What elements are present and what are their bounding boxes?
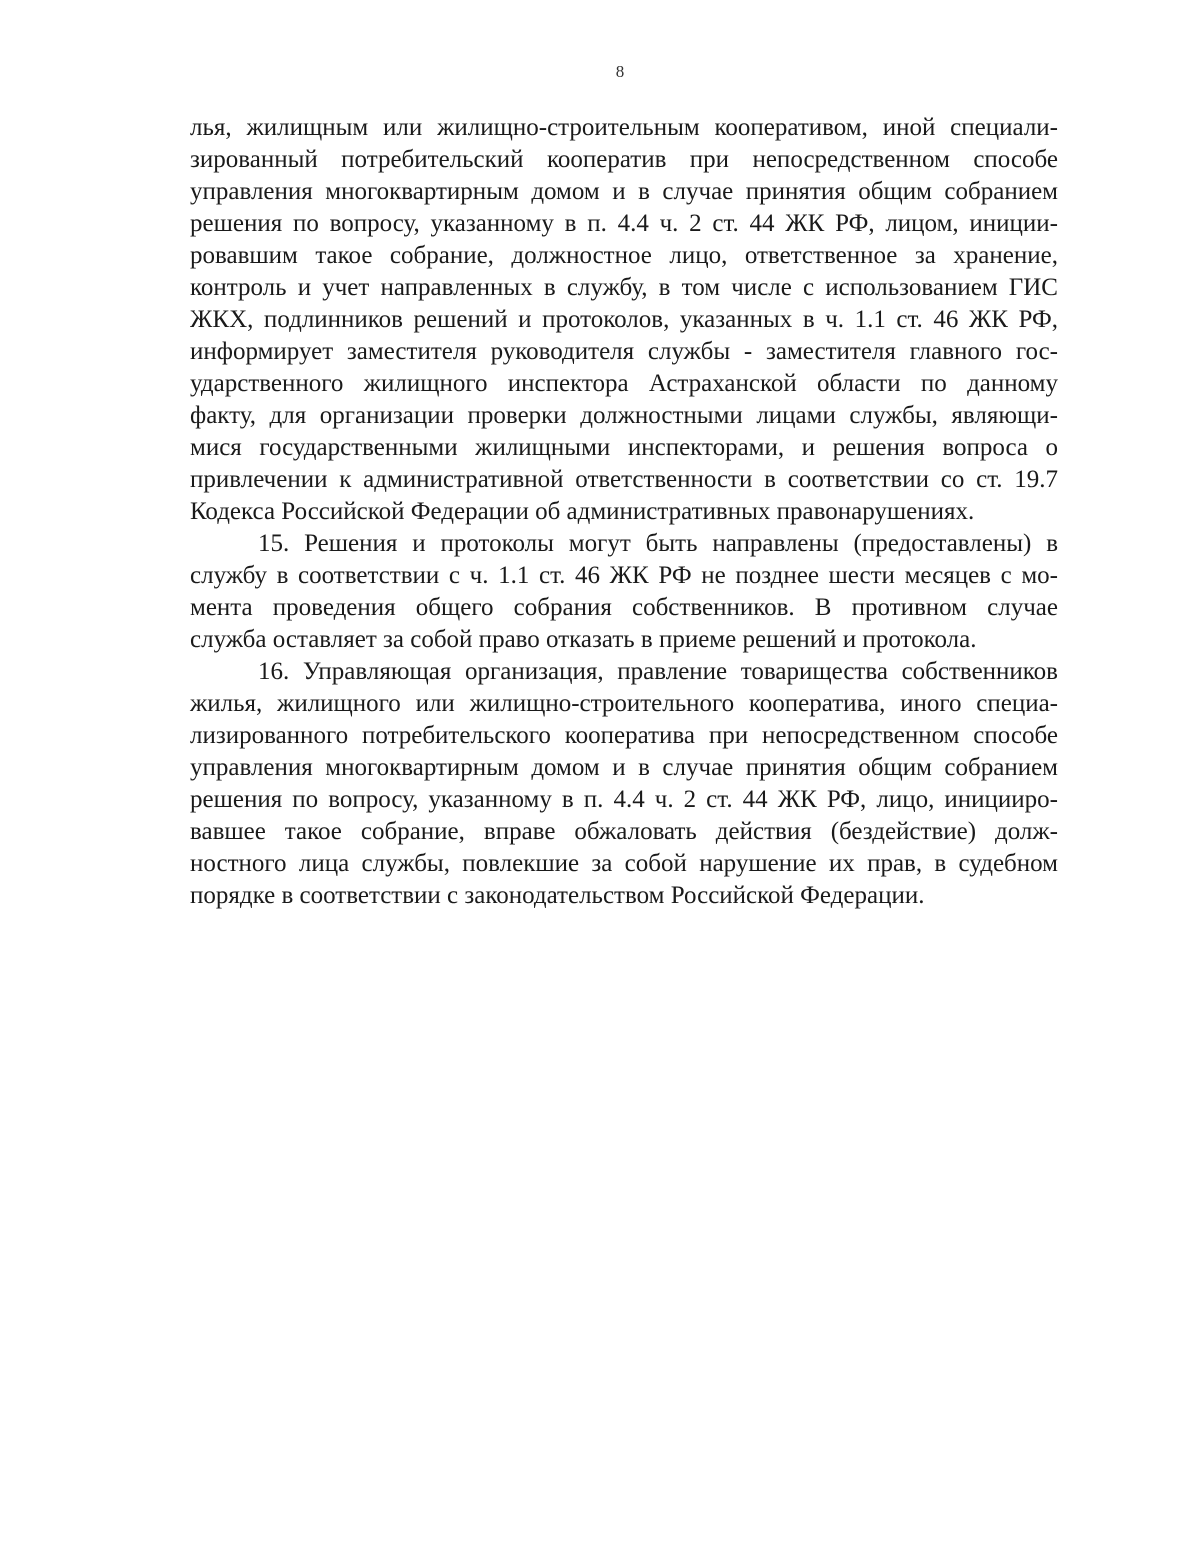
paragraph-continuation xyxy=(190,112,1058,528)
text-line: 16. Управляющая организация, правление товарищества собственников xyxy=(258,658,1058,685)
text-line: жилья, жилищного или жилищно-строительного кооператива, иного специа- xyxy=(190,690,1058,717)
text-line: службу в соответствии с ч. 1.1 ст. 46 ЖК РФ не позднее шести месяцев с мо- xyxy=(190,562,1058,589)
text-line: мента проведения общего собрания собственников. В противном случае xyxy=(190,594,1058,621)
text-line: вавшее такое собрание, вправе обжаловать действия (бездействие) долж- xyxy=(190,818,1058,845)
text-line: Кодекса Российской Федерации об административных правонарушениях. xyxy=(190,498,975,525)
text-line: ударственного жилищного инспектора Астраханской области по данному xyxy=(190,370,1058,397)
text-line: информирует заместителя руководителя службы - заместителя главного гос- xyxy=(190,338,1058,365)
page-number: 8 xyxy=(615,62,625,81)
text-line: решения по вопросу, указанному в п. 4.4 ч. 2 ст. 44 ЖК РФ, лицо, иницииро- xyxy=(190,786,1058,813)
paragraph-item-16 xyxy=(190,656,1058,912)
text-line: порядке в соответствии с законодательством Российской Федерации. xyxy=(190,882,925,909)
text-line: лья, жилищным или жилищно-строительным кооперативом, иной специали- xyxy=(190,114,1058,141)
text-line: привлечении к административной ответственности в соответствии со ст. 19.7 xyxy=(190,466,1058,493)
text-line: служба оставляет за собой право отказать в приеме решений и протокола. xyxy=(190,626,977,653)
document-body xyxy=(190,112,1058,912)
text-line: ровавшим такое собрание, должностное лицо, ответственное за хранение, xyxy=(190,242,1058,269)
text-line: решения по вопросу, указанному в п. 4.4 ч. 2 ст. 44 ЖК РФ, лицом, иниции- xyxy=(190,210,1058,237)
text-line: контроль и учет направленных в службу, в том числе с использованием ГИС xyxy=(190,274,1058,301)
text-line: управления многоквартирным домом и в случае принятия общим собранием xyxy=(190,754,1058,781)
text-line: зированный потребительский кооператив при непосредственном способе xyxy=(190,146,1058,173)
text-line: мися государственными жилищными инспекторами, и решения вопроса о xyxy=(190,434,1058,461)
paragraph-item-15 xyxy=(190,528,1058,656)
text-line: ностного лица службы, повлекшие за собой нарушение их прав, в судебном xyxy=(190,850,1058,877)
text-line: лизированного потребительского кооператива при непосредственном способе xyxy=(190,722,1058,749)
text-line: управления многоквартирным домом и в случае принятия общим собранием xyxy=(190,178,1058,205)
text-line: факту, для организации проверки должностными лицами службы, являющи- xyxy=(190,402,1058,429)
text-line: ЖКХ, подлинников решений и протоколов, указанных в ч. 1.1 ст. 46 ЖК РФ, xyxy=(190,306,1058,333)
text-line: 15. Решения и протоколы могут быть направлены (предоставлены) в xyxy=(258,530,1058,557)
